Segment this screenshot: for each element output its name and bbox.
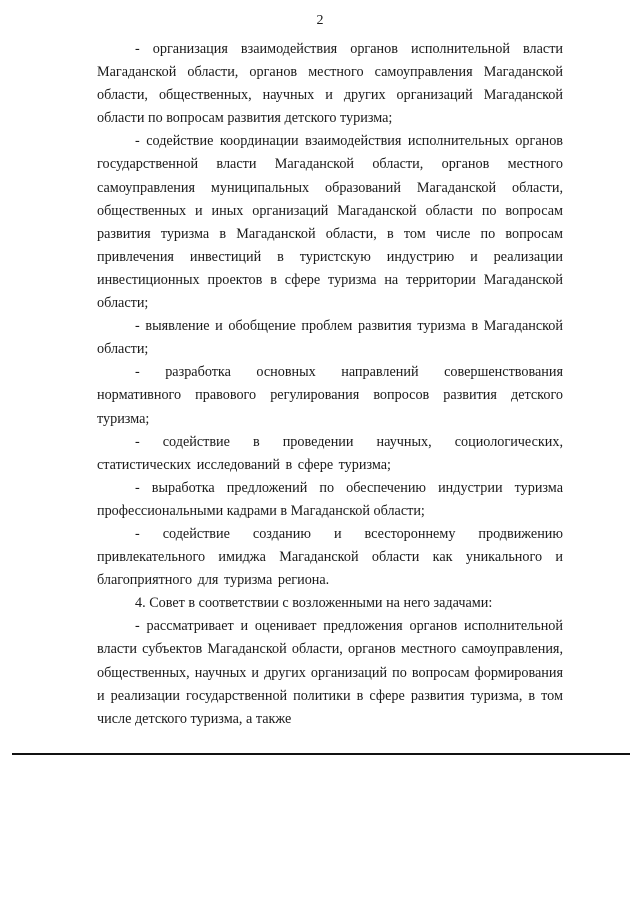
paragraph-research-support: - содействие в проведении научных, социологических, статистических исследований в сфере туризма;	[97, 433, 563, 473]
paragraph-regulation-development: - разработка основных направлений совершенствования нормативного правового регулирования вопросов развития детского туризма;	[97, 364, 563, 427]
document-body	[97, 38, 563, 731]
paragraph-proposals-review: - рассматривает и оценивает предложения органов исполнительной власти субъектов Магаданской области, органов местного самоуправления, общественных, научных и других организаций по вопросам формирования и реализации государственной политики в сфере развития туризма, в том числе детского туризма, а также	[97, 618, 563, 727]
paragraph-staffing-proposals: - выработка предложений по обеспечению индустрии туризма профессиональными кадрами в Магаданской области;	[97, 479, 563, 519]
page-number: 2	[316, 13, 324, 28]
paragraph-problem-identification: - выявление и обобщение проблем развития туризма в Магаданской области;	[97, 318, 563, 358]
paragraph-council-tasks-heading: 4. Совет в соответствии с возложенными на него задачами:	[135, 595, 493, 612]
paragraph-organization-interaction: - организация взаимодействия органов исполнительной власти Магаданской области, органов местного самоуправления Магаданской области, общественных, научных и других организаций Магаданской области по вопросам развития детского туризма;	[97, 41, 563, 127]
paragraph-coordination-support: - содействие координации взаимодействия исполнительных органов государственной власти Магаданской области, органов местного самоуправления муниципальных образований Магаданской области, общественных и иных организаций Магаданской области по вопросам развития туризма в Магаданской области, в том числе по вопросам привлечения инвестиций в туристскую индустрию и реализации инвестиционных проектов в сфере туризма на территории Магаданской области;	[97, 133, 563, 312]
paragraph-image-promotion: - содействие созданию и всестороннему продвижению привлекательного имиджа Магаданской области как уникального и благоприятного для туризма региона.	[97, 525, 563, 589]
footer-divider-line	[12, 753, 630, 755]
